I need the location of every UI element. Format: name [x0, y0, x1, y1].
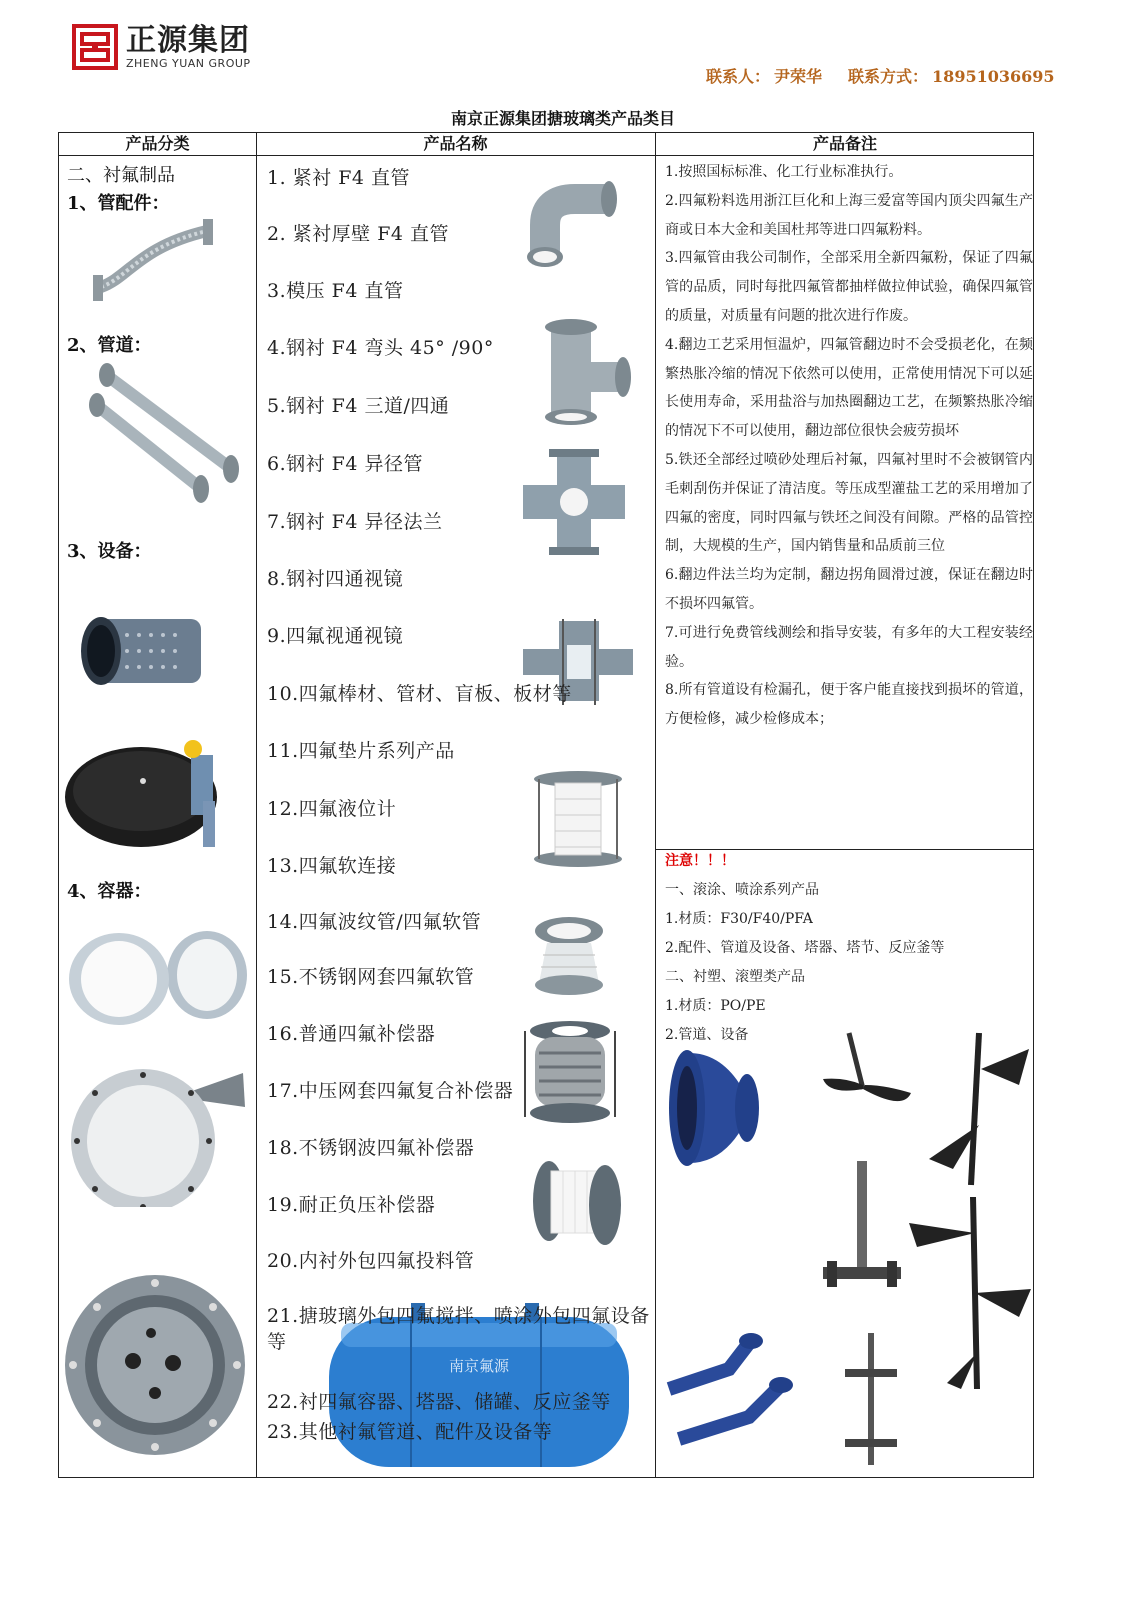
header-category: 产品分类	[125, 134, 190, 153]
blue-reducer-image	[659, 1043, 769, 1173]
product-item: 2. 紧衬厚壁 F4 直管	[267, 223, 450, 245]
page-title: 南京正源集团搪玻璃类产品类目	[450, 109, 675, 128]
blue-dip-pipe-image	[659, 1329, 819, 1459]
product-item: 13.四氟软连接	[267, 855, 397, 877]
attention-line: 一、滚涂、喷涂系列产品	[665, 882, 819, 898]
product-item: 21.搪玻璃外包四氟搅拌、喷涂外包四氟设备等	[267, 1305, 650, 1353]
contact-phone-label: 联系方式：	[848, 67, 929, 86]
product-item: 9.四氟视通视镜	[267, 625, 404, 647]
note-item: 7.可进行免费管线测绘和指导安装，有多年的大工程安装经验。	[665, 624, 1033, 670]
product-table	[58, 132, 1034, 1478]
category-pipes: 2、管道：	[67, 335, 152, 356]
brand-logo	[72, 24, 251, 70]
category-equipment: 3、设备：	[67, 541, 152, 562]
category-heading: 二、衬氟制品	[67, 165, 175, 186]
shaft-agitator-image	[835, 1329, 905, 1469]
lined-pipe-image	[63, 927, 253, 1027]
note-item: 3.四氟管由我公司制作，全部采用全新四氟粉，保证了四氟管的品质，同时每批四氟管都抽样做拉伸试验，确保四氟管的质量，对质量有问题的批次进行作废。	[665, 250, 1033, 324]
column-divider	[655, 133, 656, 1477]
header-remarks: 产品备注	[812, 134, 877, 153]
tank-label: 南京氟源	[448, 1357, 510, 1375]
note-item: 4.翻边工艺采用恒温炉，四氟管翻边时不会受损老化，在频繁热胀冷缩的情况下依然可以使用，正常使用情况下可以延长使用寿命，采用盐浴与加热圈翻边工艺，在频繁热胀冷缩的情况下不可以使用，翻边部位很快会疲劳损坏	[665, 336, 1033, 440]
note-item: 1.按照国标标准、化工行业标准执行。	[665, 164, 903, 180]
brand-name-en: ZHENG YUAN GROUP	[126, 56, 251, 70]
category-vessels: 4、容器：	[67, 881, 152, 902]
product-item: 3.模压 F4 直管	[267, 280, 404, 302]
category-fittings: 1、管配件：	[67, 193, 170, 214]
column-divider	[256, 133, 257, 1477]
attention-line: 2.管道、设备	[665, 1027, 749, 1043]
product-item: 7.钢衬 F4 异径法兰	[267, 511, 443, 533]
attention-line: 2.配件、管道及设备、塔器、塔节、反应釜等	[665, 940, 945, 956]
attention-line: 二、衬塑、滚塑类产品	[665, 969, 805, 985]
attention-block	[665, 847, 1033, 1050]
product-item: 6.钢衬 F4 异径管	[267, 453, 423, 475]
product-item: 16.普通四氟补偿器	[267, 1023, 436, 1045]
contact-phone: 18951036695	[932, 67, 1055, 86]
brand-name-cn: 正源集团	[126, 22, 250, 58]
dished-head-image	[63, 731, 253, 855]
product-item: 12.四氟液位计	[267, 798, 397, 820]
lined-cone-image	[65, 1067, 255, 1207]
bellows-image	[517, 913, 621, 997]
product-item: 10.四氟棒材、管材、盲板、板材等	[267, 683, 572, 705]
strainer-image	[77, 611, 207, 691]
mesh-compensator-image	[511, 1017, 629, 1127]
product-item: 18.不锈钢波四氟补偿器	[267, 1137, 475, 1159]
agitator-blade-image	[819, 1029, 929, 1129]
pipe-image	[79, 357, 249, 507]
contact-person-label: 联系人：	[706, 67, 771, 86]
product-notes	[665, 158, 1033, 734]
elbow-image	[525, 175, 625, 275]
hose-image	[89, 217, 219, 307]
attention-title: 注意！！！	[665, 853, 735, 869]
note-item: 5.铁还全部经过喷砂处理后衬氟，四氟衬里时不会被钢管内毛刺刮伤并保证了清洁度。等压成型灌盐工艺的采用增加了四氟的密度，同时四氟与铁坯之间没有间隙。严格的品管控制，大规模的生产，国内销售量和品质前三位	[665, 451, 1033, 555]
anchor-agitator-image	[907, 1193, 1033, 1393]
ptfe-compensator-image	[503, 1149, 637, 1265]
product-item: 11.四氟垫片系列产品	[267, 740, 455, 762]
product-item: 5.钢衬 F4 三道/四通	[267, 395, 450, 417]
note-item: 8.所有管道设有检漏孔，便于客户能直接找到损坏的管道，方便检修，减少检修成本；	[665, 682, 1033, 728]
contact-person: 尹荣华	[774, 67, 823, 86]
product-item: 23.其他衬氟管道、配件及设备等	[267, 1421, 553, 1443]
attention-line: 1.材质：F30/F40/PFA	[665, 911, 813, 927]
header-product-name: 产品名称	[423, 134, 488, 153]
product-item: 4.钢衬 F4 弯头 45° /90°	[267, 337, 494, 359]
product-item: 8.钢衬四通视镜	[267, 568, 404, 590]
paddle-agitator-image	[919, 1029, 1033, 1189]
note-item: 6.翻边件法兰均为定制，翻边拐角圆滑过渡，保证在翻边时不损坏四氟管。	[665, 567, 1033, 612]
logo-mark-icon	[72, 24, 118, 70]
product-item: 1. 紧衬 F4 直管	[267, 167, 411, 189]
contact-info	[706, 64, 1059, 87]
note-item: 2.四氟粉料选用浙江巨化和上海三爱富等国内顶尖四氟生产商或日本大金和美国杜邦等进口四氟粉料。	[665, 192, 1033, 238]
lined-head-image	[63, 1269, 253, 1459]
cross-image	[519, 447, 629, 557]
product-item: 17.中压网套四氟复合补偿器	[267, 1080, 514, 1102]
product-item: 15.不锈钢网套四氟软管	[267, 966, 475, 988]
product-item: 20.内衬外包四氟投料管	[267, 1250, 475, 1272]
expansion-joint-image	[523, 769, 633, 869]
attention-line: 1.材质：PO/PE	[665, 998, 766, 1014]
product-item: 22.衬四氟容器、塔器、储罐、反应釜等	[267, 1391, 611, 1413]
header-divider	[59, 155, 1033, 156]
turbine-agitator-image	[817, 1157, 907, 1307]
product-item: 14.四氟波纹管/四氟软管	[267, 911, 482, 933]
tee-image	[521, 317, 631, 427]
product-item: 19.耐正负压补偿器	[267, 1194, 436, 1216]
